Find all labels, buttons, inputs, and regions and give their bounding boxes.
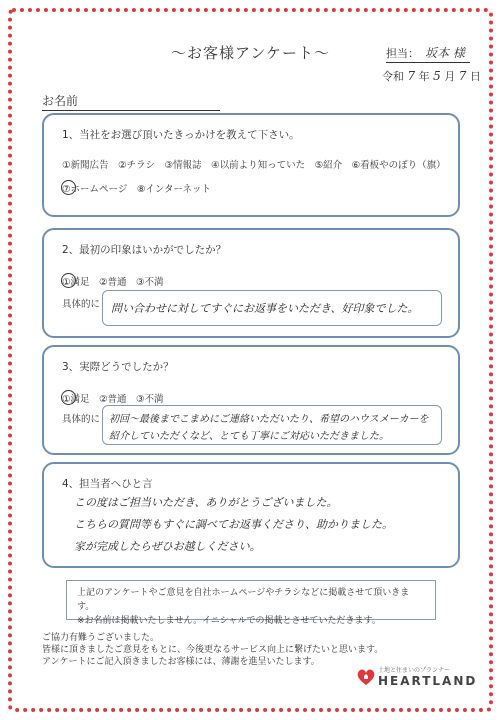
name-label: お名前 [42,94,79,108]
question-3-detail-area [102,405,442,445]
question-3-text: 3、実際どうでしたか？ [62,361,174,373]
date-day-unit: 日 [469,70,481,83]
question-3-answer-line2: 紹介していただくなど、とても丁寧にご対応いただきました。 [109,431,389,442]
question-1-options-line2: ⑦ホームページ ⑧インターネット [62,184,211,195]
question-2-detail-area [102,290,442,326]
question-4-answer-line3: 家が完成したらぜひお越しください。 [74,540,261,553]
heart-icon [356,667,376,687]
date-year: 7 [407,69,416,83]
question-3-answer-line1: 初回〜最後までこまめにご連絡いただいたり、希望のハウスメーカーを [109,414,429,425]
footer-message [42,632,383,668]
question-3-box [42,345,460,455]
logo-brand: HEARTLAND [378,674,478,688]
heartland-logo [356,665,478,693]
question-1-box [42,113,460,217]
page-title: 〜お客様アンケート〜 [170,44,331,62]
date-month-unit: 月 [444,70,456,83]
footer-line3: アンケートにご記入頂きましたお客様には、薄謝を進呈いたします。 [42,657,320,667]
question-4-answer-line2: こちらの質問等もすぐに調べてお返事くださり、助かりました。 [74,518,393,531]
tantou-name: 坂本 様 [425,46,465,60]
date-era: 令和 [382,70,404,83]
selected-option-circle [61,390,76,405]
question-4-answer-line1: この度はご担当いただき、ありがとうございました。 [74,496,338,509]
logo-tagline: 土地と住まいのプランナー [378,667,451,674]
question-3-options: ①満足 ②普通 ③不満 [62,394,164,405]
selected-option-circle [61,180,76,195]
tantou-field [386,44,470,63]
notice-line1: 上記のアンケートやご意見を自社ホームページやチラシなどに掲載させて頂いきます。 [77,588,410,612]
date-year-unit: 年 [418,70,430,83]
question-1-text: 1、当社をお選び頂いたきっかけを教えて下さい。 [62,129,300,141]
question-4-box [42,462,460,568]
question-2-answer: 問い合わせに対してすぐにお返事をいただき、好印象でした。 [111,302,419,315]
name-field [42,92,220,111]
question-2-text: 2、最初の印象はいかがでしたか？ [62,244,227,256]
date-month: 5 [433,69,441,83]
tantou-label: 担当： [386,47,419,60]
notice-line2: ※お名前は掲載いたしません。イニシャルでの掲載とさせていただきます。 [77,616,381,626]
question-2-box [42,228,460,338]
footer-line1: ご協力有難うございました。 [42,633,160,643]
date-field [382,68,481,84]
date-day: 7 [458,69,467,83]
selected-option-circle [61,273,76,288]
question-2-detail-label: 具体的に [62,299,101,310]
question-3-detail-label: 具体的に [62,414,101,425]
question-1-options-line1: ①新聞広告 ②チラシ ③情報誌 ④以前より知っていた ⑤紹介 ⑥看板やのぼり（旗） [62,160,446,171]
publication-notice [66,580,436,626]
question-4-text: 4、担当者へひと言 [62,478,153,490]
footer-line2: 皆様に頂きましたご意見をもとに、今後更なるサービス向上に繋げたいと思います。 [42,645,384,655]
question-2-options: ①満足 ②普通 ③不満 [62,277,164,288]
